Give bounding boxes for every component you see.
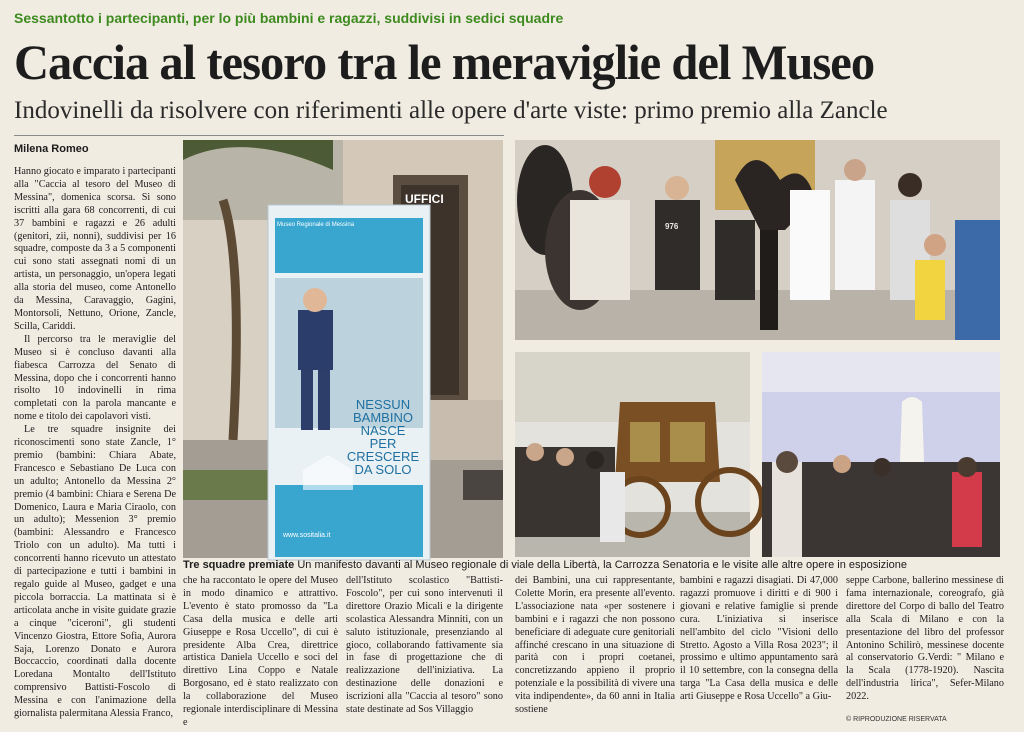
banner-slogan-line: DA SOLO — [354, 462, 412, 477]
photo-carrozza-image — [515, 352, 750, 557]
divider — [14, 135, 504, 136]
body-column-6 — [846, 575, 1004, 715]
body-column-1 — [14, 166, 176, 726]
banner-slogan-line: CRESCERE — [346, 449, 420, 464]
copyright-notice: © RIPRODUZIONE RISERVATA — [846, 716, 947, 723]
article-subhead: Indovinelli da risolvere con riferimenti alle opere d'arte viste: primo premio alla Zancle — [14, 97, 888, 124]
photo-statue-image — [762, 352, 1000, 557]
banner-slogan — [333, 398, 433, 476]
banner-slogan-line: NESSUN — [355, 397, 411, 412]
paragraph: bambini e ragazzi disagiati. Di 47,000 ragazzi promuove i diritti e di 900 i giovani e relative famiglie si prende cura. L'iniziativa si inserisce nell'ambito del ciclo "Visioni dello Stretto. Agosto a Villa Rosa 2023"; il prossimo e ultimo appuntamento sarà il 10 settembre, con la consegna della targa "La Casa della musica e delle arti Giuseppe e Rosa Uccello" a Giu- — [680, 575, 838, 703]
banner-slogan-line: BAMBINO — [353, 410, 413, 425]
photo-caption — [183, 559, 1003, 571]
photo-museum-banner — [183, 140, 503, 558]
tshirt-print: 976 — [665, 222, 679, 231]
paragraph: Il percorso tra le meraviglie del Museo si è concluso davanti alla fiabesca Carrozza del Senato di Messina, dopo che i concorrenti hanno risolto 10 indovinelli in rima completati con la parola mancante e nome e titolo dei capolavori visti. — [14, 333, 176, 423]
photo-museum-banner-image — [183, 140, 503, 558]
banner-slogan-line: PER — [369, 436, 397, 451]
photo-visitors-eagle — [515, 140, 1000, 340]
banner-header — [277, 222, 421, 228]
photo-visitors-eagle-image — [515, 140, 1000, 340]
photo-statue-room — [762, 352, 1000, 557]
paragraph: dell'Istituto scolastico "Battisti-Foscolo", per cui sono intervenuti il direttore Orazio Micali e la dirigente scolastica Alessandra Minniti, con un saluto istituzionale, presenziando al gioco, collaborando fattivamente sia in fase di progettazione che di realizzazione dell'iniziativa. La destinazione delle donazioni e iscrizioni alla "Caccia al tesoro" sono state destinate ad Sos Villaggio — [346, 575, 503, 716]
paragraph: dei Bambini, una cui rappresentante, Colette Morin, era presente all'evento. L'associazione nata «per sostenere i bambini e i ragazzi che non possono beneficiare di adeguate cure genitoriali affinché crescano in una situazione di parità con i propri coetanei, concretizzando appieno il proprio potenziale e la possibilità di vivere una vita indipendente», da 60 anni in Italia sostiene — [515, 575, 675, 716]
museum-sign: UFFICI — [405, 192, 444, 206]
article-byline: Milena Romeo — [14, 143, 89, 155]
article-headline: Caccia al tesoro tra le meraviglie del Museo — [14, 34, 875, 90]
paragraph: Hanno giocato e imparato i partecipanti alla "Caccia al tesoro del Museo di Messina", domenica scorsa. Si sono iscritti alla gara 68 concorrenti, di cui 37 bambini e ragazzi e 26 adulti (genitori, zii, nonni), suddivisi per 16 squadre, composte da 3 a 5 componenti cui sono stati assegnati nomi di un artista, un personaggio, un'opera legati alla storia del museo, come Antonello da Messina, Caravaggio, Gagini, Montorsoli, Nettuno, Orione, Zancle, Scilla, Cariddi. — [14, 166, 176, 332]
caption-text: Un manifesto davanti al Museo regionale di viale della Libertà, la Carrozza Senatoria e le visite alle altre opere in esposizione — [297, 559, 907, 571]
adjacent-page-bleed — [1000, 12, 1024, 132]
caption-title: Tre squadre premiate — [183, 559, 295, 571]
paragraph: che ha raccontato le opere del Museo in modo dinamico e attrattivo. L'evento è stato promosso da "La Casa della musica e delle arti Giuseppe e Rosa Uccello", di cui è presidente Alba Crea, direttrice artistica Daniela Uccello e soci del direttivo Lina Coppo e Natale Borgosano, ed è stato realizzato con la collaborazione del Museo regionale interdisciplinare di Messina e — [183, 575, 338, 728]
banner-header-text: Museo Regionale di Messina — [277, 222, 355, 228]
body-column-5 — [680, 575, 838, 715]
body-column-4 — [515, 575, 675, 715]
photo-carrozza-senatoria — [515, 352, 750, 557]
body-column-3 — [346, 575, 503, 715]
body-column-2 — [183, 575, 338, 728]
paragraph: seppe Carbone, ballerino messinese di fama internazionale, coreografo, già direttore del Corpo di ballo del Teatro alla Scala di Milano e con la presentazione del libro del professor Antonino Schilirò, messinese docente al conservatorio G.Verdi: " Milano e la Scala (1778-1920). Nascita dell'industria lirica", Sefer-Milano 2022. — [846, 575, 1004, 703]
paragraph: Le tre squadre insignite dei riconoscimenti sono state Zancle, 1° premio (bambini: Chiara Abate, Francesco e Sebastiano De Luca con un adulto; Antonello da Messina 2° premio (4 bambini: Chiara e Serena De Domenico, Laura e Maria Ciraolo, con un adulto); Messenion 3° premio (bambini: Alessandro e Francesco Triolo con un adulto). Ma tutti i concorrenti hanno ricevuto un attestato di partecipazione e tutti i bambini in regalo guide al Museo, gadget e una piccola borraccia. La mattinata si è articolata anche in visite guidate grazie a cinque "ciceroni", gli studenti Vincenzo Giostra, Ettore Sofia, Aurora Saja, Lorenzo Donato e Aurora Boccaccio, coordinati dalla docente Loredana Montalto dell'Istituto comprensivo Battisti-Foscolo di Messina e con l'animazione della giornalista palermitana Alessia Franco, — [14, 424, 176, 720]
banner-url: www.sositalia.it — [283, 532, 331, 539]
banner-slogan-line: NASCE — [360, 423, 406, 438]
article-kicker: Sessantotto i partecipanti, per lo più bambini e ragazzi, suddivisi in sedici squadre — [14, 10, 564, 26]
